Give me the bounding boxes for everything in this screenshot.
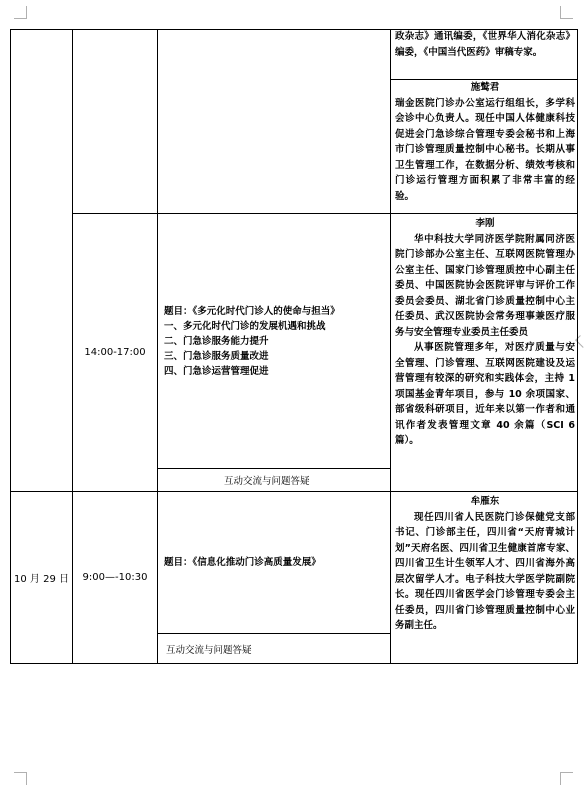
qa-cell [158, 469, 390, 491]
time-cell [73, 492, 157, 663]
bio-paragraph: 从事医院管理多年，对医疗质量与安全管理、门诊管理、互联网医院建设及运营管理有较深的研究和实践体会，主持 1 项国基金青年项目，参与 10 余项国家、部省级科研项目，近年来以第一作者和通讯作者发表管理文章 40 余篇（SCI 6 篇）。 [395, 342, 575, 446]
speaker-bio [391, 216, 577, 491]
qa-cell [158, 634, 390, 663]
topic-cell [158, 492, 390, 633]
bio-paragraph: 瑞金医院门诊办公室运行组组长，多学科会诊中心负责人。现任中国人体健康科技促进会门急诊综合管理专委会秘书和上海市门诊管理质量控制中心秘书。长期从事卫生管理工作，在数据分析、绩效考核和门诊运行管理方面积累了非常丰富的经验。 [395, 97, 575, 202]
bio-paragraph: 现任四川省人民医院门诊保健党支部书记、门诊部主任，四川省“天府青城计划”天府名医、四川省卫生健康首席专家、四川省卫生计生领军人才、四川省海外高层次留学人才。电子科技大学医学院副院长。现任四川省医学会门诊管理专委会主任委员，四川省门诊管理质量控制中心业务副主任。 [395, 511, 575, 631]
bio-paragraph: 政杂志》通讯编委，《世界华人消化杂志》编委，《中国当代医药》审稿专家。 [395, 31, 575, 58]
speaker-bio [391, 80, 577, 213]
qa-label: 互动交流与问题答疑 [166, 644, 252, 656]
topic-item: 四、门急诊运营管理促进 [164, 365, 269, 377]
speaker-bio [391, 494, 577, 663]
speaker-name: 李刚 [475, 218, 495, 229]
time-cell [73, 214, 157, 491]
speaker-name: 牟雁东 [470, 496, 500, 507]
page-corner-mark [14, 6, 27, 19]
date-cell [11, 492, 72, 663]
session-date: 10 月 29 日 [14, 574, 69, 585]
session-time: 9:00—-10:30 [82, 572, 148, 583]
speaker-name: 施鹫君 [470, 82, 500, 93]
topic-title: 题目：《信息化推动门诊高质量发展》 [164, 557, 321, 568]
page-corner-mark [14, 772, 27, 785]
topic-cell [158, 214, 390, 468]
bio-paragraph: 华中科技大学同济医学院附属同济医院门诊部办公室主任、互联网医院管理办公室主任、国家门诊管理质控中心副主任委员、中国医院协会医院评审与评价工作委员会委员、湖北省门诊质量控制中心主任委员、武汉医院协会常务理事兼医疗服务与安全管理专业委员主任委员 [395, 233, 575, 338]
topic-item: 一、多元化时代门诊的发展机遇和挑战 [164, 320, 326, 332]
topic-item: 二、门急诊服务能力提升 [164, 335, 269, 347]
page-corner-mark [560, 772, 573, 785]
topic-title: 题目：《多元化时代门诊人的使命与担当》 [164, 305, 340, 317]
session-time: 14:00-17:00 [84, 347, 146, 358]
speaker-bio [391, 29, 577, 79]
qa-label: 互动交流与问题答疑 [224, 476, 310, 487]
topic-item: 三、门急诊服务质量改进 [164, 350, 269, 362]
page-corner-mark [560, 6, 573, 19]
